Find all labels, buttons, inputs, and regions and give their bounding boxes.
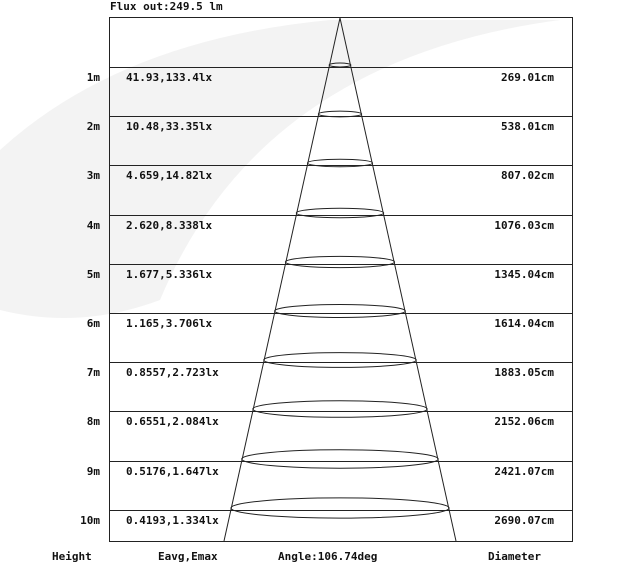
beam-ellipse	[329, 63, 351, 67]
height-label: 8m	[86, 415, 100, 428]
illuminance-value: 10.48,33.35lx	[126, 120, 213, 133]
illuminance-value: 0.4193,1.334lx	[126, 514, 219, 527]
illuminance-value: 2.620,8.338lx	[126, 219, 213, 232]
height-label: 6m	[86, 317, 100, 330]
angle-label: Angle:106.74deg	[278, 550, 378, 563]
height-label: 10m	[80, 514, 100, 527]
diameter-value: 1345.04cm	[494, 268, 554, 281]
diameter-value: 1883.05cm	[494, 366, 554, 379]
height-label: 7m	[86, 366, 100, 379]
height-gridlines	[110, 68, 572, 511]
illuminance-value: 0.6551,2.084lx	[126, 415, 219, 428]
diameter-value: 269.01cm	[501, 71, 554, 84]
illuminance-value: 0.8557,2.723lx	[126, 366, 219, 379]
height-label: 1m	[86, 71, 100, 84]
diameter-value: 1076.03cm	[494, 219, 554, 232]
diameter-value: 2690.07cm	[494, 514, 554, 527]
beam-ellipse	[253, 401, 427, 418]
flux-out-label: Flux out:249.5 lm	[110, 0, 223, 13]
beam-ellipse	[264, 353, 417, 368]
beam-ellipse	[285, 256, 394, 267]
eavg-emax-column-header: Eavg,Emax	[158, 550, 218, 563]
diameter-value: 2152.06cm	[494, 415, 554, 428]
diameter-value: 807.02cm	[501, 169, 554, 182]
diameter-value: 2421.07cm	[494, 465, 554, 478]
beam-ellipse	[296, 208, 383, 217]
diameter-value: 1614.04cm	[494, 317, 554, 330]
light-cone	[224, 18, 456, 541]
height-label: 5m	[86, 268, 100, 281]
illuminance-value: 41.93,133.4lx	[126, 71, 213, 84]
illuminance-value: 0.5176,1.647lx	[126, 465, 219, 478]
height-label: 3m	[86, 169, 100, 182]
illuminance-value: 1.165,3.706lx	[126, 317, 213, 330]
beam-ellipse	[275, 305, 406, 318]
beam-ellipse	[231, 498, 449, 518]
height-column-header: Height	[52, 550, 92, 563]
diameter-value: 538.01cm	[501, 120, 554, 133]
beam-ellipse	[242, 450, 439, 468]
beam-ellipses	[231, 63, 449, 518]
illuminance-value: 4.659,14.82lx	[126, 169, 213, 182]
illuminance-value: 1.677,5.336lx	[126, 268, 213, 281]
height-label: 4m	[86, 219, 100, 232]
height-label: 9m	[86, 465, 100, 478]
cone-left-edge	[224, 18, 340, 541]
height-label: 2m	[86, 120, 100, 133]
diameter-column-header: Diameter	[488, 550, 541, 563]
